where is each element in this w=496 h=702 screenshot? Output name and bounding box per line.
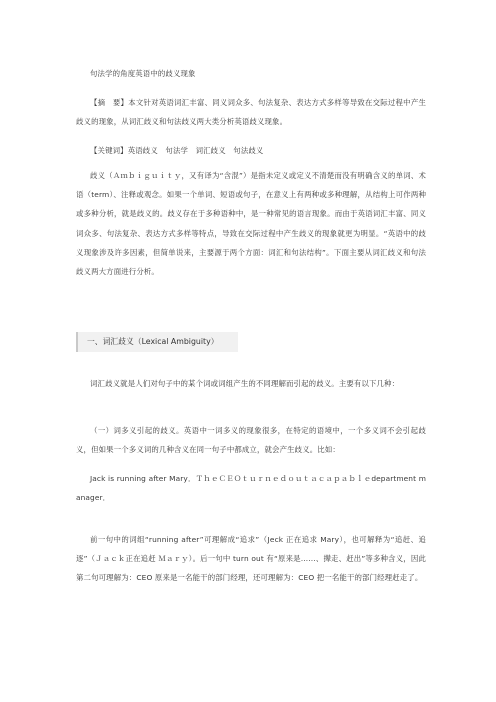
abstract: 【摘 要】本文针对英语词汇丰富、同义词众多、句法复杂、表达方式多样等导致在交际过程中产生歧义的现象，从词汇歧义和句法歧义两大类分析英语歧义现象。 xyxy=(76,98,426,127)
section-heading-box xyxy=(76,332,238,352)
intro-paragraph: 歧义（Ａｍｂｉｇｕｉｔｙ，又有译为“含混”）是指未定义或定义不清楚而没有明确含义的单词、术语（term）、注释或观念。如果一个单词、短语或句子，在意义上有两种或多种理解，从结构上可作两种或多种分析，就是歧义的。歧义存在于多种语种中，是一种常见的语言现象。而由于英语词汇丰富、同义词众多、句法复杂、表达方式多样等特点，导致在交际过程中产生歧义的现象就更为明显。“英语中的歧义现象涉及许多因素，但简单说来，主要源于两个方面：词汇和句法结构”。下面主要从词汇歧义和句法歧义两大方面进行分析。 xyxy=(76,171,426,277)
keywords: 【关键词】英语歧义 句法学 词汇歧义 句法歧义 xyxy=(90,146,264,155)
example-sentences: Jack is running after Mary．ＴｈｅＣＥＯｔｕｒｎｅｄｏｕｔａｃａｐａｂｌｅdepartment manager． xyxy=(76,474,426,503)
section-intro: 词汇歧义就是人们对句子中的某个词或词组产生的不同理解而引起的歧义。主要有以下几种： xyxy=(90,379,400,388)
subsection-paragraph: （一）词多义引起的歧义。英语中一词多义的现象很多，在特定的语境中，一个多义词不会引起歧义，但如果一个多义词的几种含义在同一句子中都成立，就会产生歧义。比如： xyxy=(76,426,426,455)
analysis-paragraph: 前一句中的词组“running after”可理解成“追求”（Jeck 正在追求 Mary），也可解释为“追赶、追逐”（Ｊａｃｋ正在追赶 Ｍａｒｙ）。后一句中 turn out 有“原来是……、撵走、赶出”等多种含义，因此第二句可理解为：CEO 原来是一名能干的部门经理，还可理解为：CEO 把一名能干的部门经理赶走了。 xyxy=(76,535,426,583)
section-heading: 一、词汇歧义（Lexical Ambiguity） xyxy=(87,337,219,346)
document-title: 句法学的角度英语中的歧义现象 xyxy=(90,69,196,78)
